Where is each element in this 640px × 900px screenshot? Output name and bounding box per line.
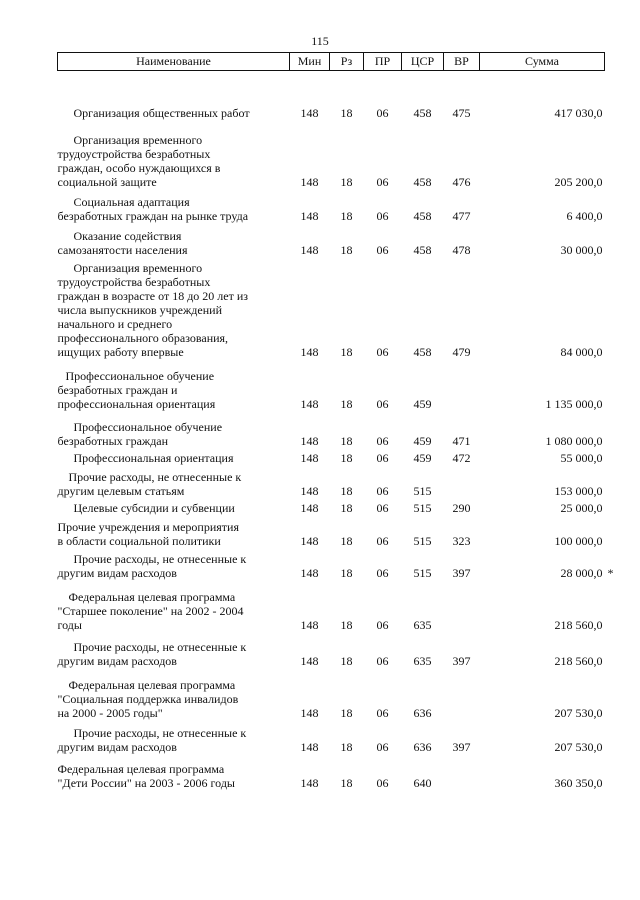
header-csr: ЦСР xyxy=(402,53,444,71)
row-sum-cell xyxy=(480,590,605,632)
row-sum: 30 000,0 xyxy=(560,243,603,257)
row-name-line: ищущих работу впервые xyxy=(57,345,184,359)
row-spacer xyxy=(58,120,605,133)
row-rz: 18 xyxy=(340,175,353,189)
row-rz: 18 xyxy=(340,345,353,359)
row-spacer xyxy=(58,668,605,678)
row-sum-cell xyxy=(480,726,605,754)
row-name-line: безработных граждан на рынке труда xyxy=(57,209,249,223)
row-pr: 06 xyxy=(376,345,389,359)
row-name xyxy=(58,451,290,465)
table-row xyxy=(58,420,605,448)
row-name xyxy=(58,640,290,668)
table-row xyxy=(58,106,605,120)
table-row xyxy=(58,640,605,668)
row-name-line: профессиональная ориентация xyxy=(57,397,216,411)
row-vr xyxy=(444,590,480,632)
row-vr: 472 xyxy=(452,451,471,465)
row-spacer xyxy=(58,411,605,420)
table-row xyxy=(58,590,605,632)
row-min: 148 xyxy=(300,484,319,498)
row-sum-cell xyxy=(480,195,605,223)
row-sum-cell xyxy=(480,420,605,448)
row-sum-cell xyxy=(480,106,605,120)
row-sum-cell xyxy=(480,369,605,411)
row-vr xyxy=(444,470,480,498)
row-sum-cell xyxy=(480,678,605,720)
row-vr: 475 xyxy=(452,106,471,120)
row-rz: 18 xyxy=(340,776,353,790)
row-sum: 25 000,0 xyxy=(560,501,603,515)
row-name-line: трудоустройства безработных xyxy=(57,275,211,289)
row-name xyxy=(58,261,290,359)
row-pr: 06 xyxy=(376,175,389,189)
row-csr: 636 xyxy=(413,706,432,720)
row-vr: 479 xyxy=(452,345,471,359)
row-name-line: начального и среднего xyxy=(57,317,173,331)
row-sum: 84 000,0 xyxy=(560,345,603,359)
header-rz: Рз xyxy=(330,53,364,71)
row-spacer xyxy=(58,580,605,590)
row-spacer-cell xyxy=(58,120,605,133)
row-spacer-cell xyxy=(58,359,605,369)
row-name-line: Организация временного xyxy=(73,133,203,147)
row-rz: 18 xyxy=(340,534,353,548)
row-sum: 218 560,0 xyxy=(554,654,603,668)
row-sum-cell xyxy=(480,451,605,465)
row-name-line: Прочие расходы, не отнесенные к xyxy=(73,726,247,740)
row-name-line: в области социальной политики xyxy=(57,534,221,548)
row-rz: 18 xyxy=(340,434,353,448)
row-vr: 397 xyxy=(452,740,471,754)
row-name xyxy=(58,501,290,515)
row-pr: 06 xyxy=(376,106,389,120)
row-min: 148 xyxy=(300,345,319,359)
row-sum-cell xyxy=(480,762,605,790)
row-name xyxy=(58,195,290,223)
row-name-line: другим целевым статьям xyxy=(57,484,185,498)
row-spacer xyxy=(58,632,605,640)
row-vr: 397 xyxy=(452,566,471,580)
row-sum: 205 200,0 xyxy=(554,175,603,189)
row-min: 148 xyxy=(300,618,319,632)
row-name-line: Прочие расходы, не отнесенные к xyxy=(73,552,247,566)
row-csr: 515 xyxy=(413,534,432,548)
row-pr: 06 xyxy=(376,434,389,448)
table-body xyxy=(57,71,614,791)
table-row xyxy=(58,726,605,754)
row-rz: 18 xyxy=(340,397,353,411)
row-sum-cell xyxy=(480,501,605,515)
row-name-line: Федеральная целевая программа xyxy=(68,590,236,604)
row-csr: 458 xyxy=(413,175,432,189)
row-spacer-cell xyxy=(58,668,605,678)
row-name-line: социальной защите xyxy=(57,175,157,189)
budget-table xyxy=(57,52,614,790)
row-name xyxy=(58,369,290,411)
row-min: 148 xyxy=(300,740,319,754)
row-rz: 18 xyxy=(340,484,353,498)
row-spacer-cell xyxy=(58,754,605,762)
row-min: 148 xyxy=(300,501,319,515)
table-row xyxy=(58,552,605,580)
row-min: 148 xyxy=(300,434,319,448)
row-min: 148 xyxy=(300,654,319,668)
row-sum: 1 080 000,0 xyxy=(545,434,603,448)
row-name-line: другим видам расходов xyxy=(57,740,177,754)
row-csr: 640 xyxy=(413,776,432,790)
row-vr: 290 xyxy=(452,501,471,515)
row-name-line: Целевые субсидии и субвенции xyxy=(73,501,235,515)
row-name-line: безработных граждан xyxy=(57,434,169,448)
row-pr: 06 xyxy=(376,566,389,580)
row-sum: 55 000,0 xyxy=(560,451,603,465)
row-name-line: граждан, особо нуждающихся в xyxy=(57,161,221,175)
row-sum-cell xyxy=(480,552,614,580)
row-sum-cell xyxy=(480,133,605,189)
table-row xyxy=(58,762,605,790)
header-name: Наименование xyxy=(58,53,290,71)
row-sum: 1 135 000,0 xyxy=(545,397,603,411)
row-csr: 636 xyxy=(413,740,432,754)
row-sum: 218 560,0 xyxy=(554,618,603,632)
row-vr xyxy=(444,678,480,720)
row-min: 148 xyxy=(300,397,319,411)
row-csr: 635 xyxy=(413,618,432,632)
row-sum-cell xyxy=(480,261,605,359)
row-name-line: граждан в возрасте от 18 до 20 лет из xyxy=(57,289,249,303)
header-min: Мин xyxy=(290,53,330,71)
row-pr: 06 xyxy=(376,618,389,632)
header-pr: ПР xyxy=(364,53,402,71)
row-csr: 459 xyxy=(413,434,432,448)
row-min: 148 xyxy=(300,451,319,465)
row-sum: 153 000,0 xyxy=(554,484,603,498)
row-rz: 18 xyxy=(340,501,353,515)
row-name-line: Профессиональное обучение xyxy=(73,420,223,434)
row-name-line: Прочие расходы, не отнесенные к xyxy=(68,470,242,484)
table-row xyxy=(58,369,605,411)
row-min: 148 xyxy=(300,209,319,223)
row-csr: 458 xyxy=(413,243,432,257)
footnote-mark: * xyxy=(607,566,614,580)
row-sum: 417 030,0 xyxy=(554,106,603,120)
row-min: 148 xyxy=(300,106,319,120)
row-name-line: самозанятости населения xyxy=(57,243,188,257)
row-name xyxy=(58,133,290,189)
row-name-line: годы xyxy=(57,618,82,632)
table-row xyxy=(58,229,605,257)
row-name xyxy=(58,590,290,632)
table-row xyxy=(58,678,605,720)
row-name-line: Прочие расходы, не отнесенные к xyxy=(73,640,247,654)
row-name-line: трудоустройства безработных xyxy=(57,147,211,161)
row-spacer-cell xyxy=(58,580,605,590)
row-vr: 323 xyxy=(452,534,471,548)
row-rz: 18 xyxy=(340,243,353,257)
row-sum-cell xyxy=(480,640,605,668)
header-sum: Сумма xyxy=(480,53,605,71)
row-min: 148 xyxy=(300,776,319,790)
row-csr: 515 xyxy=(413,566,432,580)
row-vr xyxy=(444,369,480,411)
row-name-line: на 2000 - 2005 годы" xyxy=(57,706,163,720)
row-min: 148 xyxy=(300,175,319,189)
row-name xyxy=(58,470,290,498)
row-sum: 360 350,0 xyxy=(554,776,603,790)
row-name-line: Профессиональное обучение xyxy=(65,369,215,383)
row-sum: 28 000,0 xyxy=(560,566,603,580)
row-name-line: другим видам расходов xyxy=(57,654,177,668)
row-name-line: "Старшее поколение" на 2002 - 2004 xyxy=(57,604,244,618)
row-name xyxy=(58,520,290,548)
row-name-line: профессионального образования, xyxy=(57,331,229,345)
row-csr: 458 xyxy=(413,106,432,120)
row-sum-cell xyxy=(480,229,605,257)
page-number: 115 xyxy=(311,34,329,48)
table-row xyxy=(58,133,605,189)
row-vr xyxy=(444,762,480,790)
row-vr: 477 xyxy=(452,209,471,223)
row-csr: 515 xyxy=(413,501,432,515)
row-pr: 06 xyxy=(376,706,389,720)
row-sum: 6 400,0 xyxy=(566,209,603,223)
row-pr: 06 xyxy=(376,209,389,223)
row-pr: 06 xyxy=(376,740,389,754)
row-vr: 397 xyxy=(452,654,471,668)
row-spacer-cell xyxy=(58,411,605,420)
row-min: 148 xyxy=(300,534,319,548)
row-min: 148 xyxy=(300,706,319,720)
row-pr: 06 xyxy=(376,397,389,411)
row-name-line: Федеральная целевая программа xyxy=(57,762,225,776)
table-header xyxy=(58,53,605,71)
row-spacer xyxy=(58,754,605,762)
table-row xyxy=(58,520,605,548)
row-name-line: другим видам расходов xyxy=(57,566,177,580)
row-name xyxy=(58,552,290,580)
row-name xyxy=(58,678,290,720)
table-row xyxy=(58,195,605,223)
table-row xyxy=(58,470,605,498)
row-pr: 06 xyxy=(376,243,389,257)
row-csr: 458 xyxy=(413,209,432,223)
row-name-line: "Дети России" на 2003 - 2006 годы xyxy=(57,776,235,790)
row-name-line: Социальная адаптация xyxy=(73,195,190,209)
row-sum-cell xyxy=(480,520,605,548)
row-vr: 476 xyxy=(452,175,471,189)
row-sum: 207 530,0 xyxy=(554,740,603,754)
row-pr: 06 xyxy=(376,501,389,515)
row-name xyxy=(58,229,290,257)
row-csr: 459 xyxy=(413,451,432,465)
row-name-line: Организация временного xyxy=(73,261,203,275)
row-sum: 207 530,0 xyxy=(554,706,603,720)
table-row xyxy=(58,451,605,465)
row-sum: 100 000,0 xyxy=(554,534,603,548)
row-min: 148 xyxy=(300,243,319,257)
row-vr: 478 xyxy=(452,243,471,257)
row-spacer xyxy=(58,71,605,107)
row-name-line: Федеральная целевая программа xyxy=(68,678,236,692)
row-rz: 18 xyxy=(340,106,353,120)
row-spacer xyxy=(58,359,605,369)
row-name xyxy=(58,420,290,448)
row-sum-cell xyxy=(480,470,605,498)
row-name-line: числа выпускников учреждений xyxy=(57,303,222,317)
row-pr: 06 xyxy=(376,654,389,668)
table-row xyxy=(58,261,605,359)
row-rz: 18 xyxy=(340,706,353,720)
row-min: 148 xyxy=(300,566,319,580)
row-name xyxy=(58,726,290,754)
row-name-line: Прочие учреждения и мероприятия xyxy=(57,520,239,534)
row-rz: 18 xyxy=(340,566,353,580)
row-name-line: Организация общественных работ xyxy=(73,106,250,120)
row-spacer-cell xyxy=(58,632,605,640)
row-rz: 18 xyxy=(340,209,353,223)
row-csr: 515 xyxy=(413,484,432,498)
row-csr: 459 xyxy=(413,397,432,411)
row-pr: 06 xyxy=(376,484,389,498)
row-pr: 06 xyxy=(376,534,389,548)
row-name-line: Оказание содействия xyxy=(73,229,182,243)
row-rz: 18 xyxy=(340,654,353,668)
row-name xyxy=(58,106,290,120)
row-rz: 18 xyxy=(340,618,353,632)
row-vr: 471 xyxy=(452,434,471,448)
row-rz: 18 xyxy=(340,740,353,754)
row-pr: 06 xyxy=(376,776,389,790)
row-name-line: "Социальная поддержка инвалидов xyxy=(57,692,239,706)
row-name xyxy=(58,762,290,790)
table-row xyxy=(58,501,605,515)
row-name-line: Профессиональная ориентация xyxy=(73,451,234,465)
row-spacer-cell xyxy=(58,71,605,107)
row-csr: 635 xyxy=(413,654,432,668)
header-vr: ВР xyxy=(444,53,480,71)
row-name-line: безработных граждан и xyxy=(57,383,178,397)
row-rz: 18 xyxy=(340,451,353,465)
row-pr: 06 xyxy=(376,451,389,465)
row-csr: 458 xyxy=(413,345,432,359)
